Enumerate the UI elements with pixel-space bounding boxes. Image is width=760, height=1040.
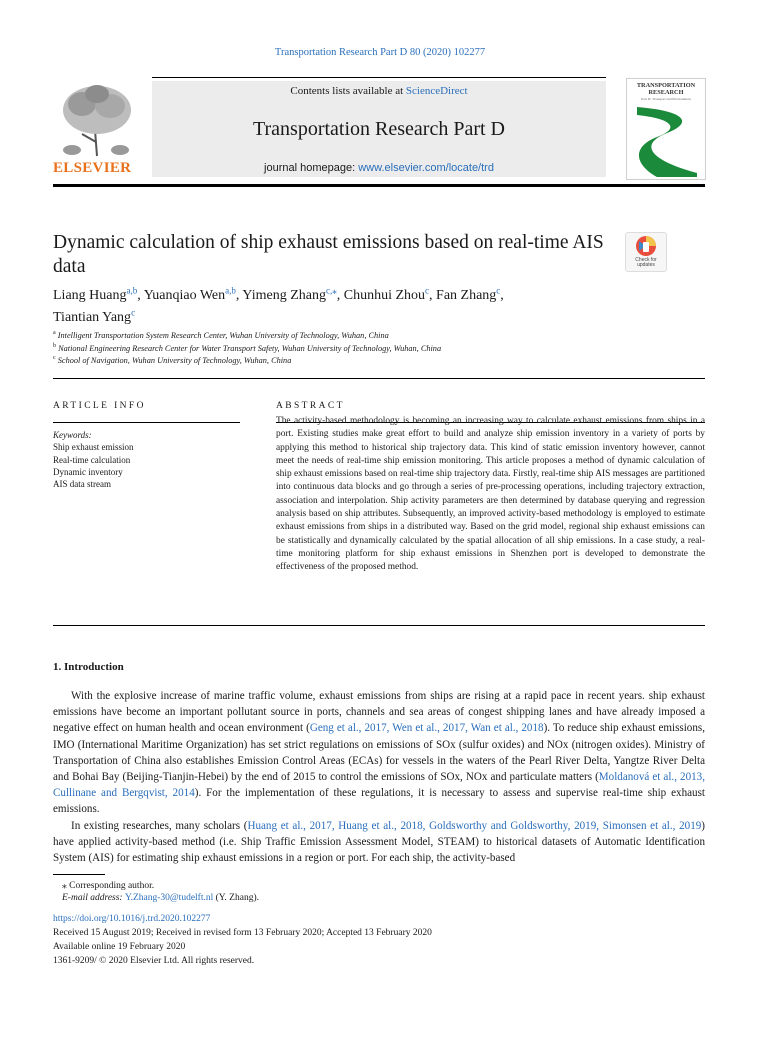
article-info-heading: ARTICLE INFO — [53, 401, 146, 411]
contents-line — [152, 85, 606, 97]
abstract-bottom-rule — [53, 625, 705, 626]
author-name[interactable]: Liang Huang — [53, 288, 127, 303]
sciencedirect-link[interactable]: ScienceDirect — [405, 85, 468, 97]
elsevier-wordmark: ELSEVIER — [53, 160, 132, 176]
author-separator: , — [235, 288, 243, 303]
available-online-date: Available online 19 February 2020 — [53, 942, 186, 952]
author-affiliation-mark[interactable]: c — [496, 285, 501, 296]
citation-link[interactable]: Huang et al., 2017, Huang et al., 2018, Goldsworthy and Goldsworthy, 2019, Simonsen et al., 2019 — [247, 819, 702, 832]
email-note: E-mail address: Y.Zhang-30@tudelft.nl (Y. Zhang). — [62, 893, 259, 903]
author-name[interactable]: Fan Zhang — [436, 288, 497, 303]
contents-prefix: Contents lists available at — [290, 85, 406, 97]
author-affiliation-mark[interactable]: c — [425, 285, 430, 296]
author-separator: , — [336, 288, 344, 303]
header-top-rule — [152, 77, 606, 78]
cover-title: TRANSPORTATION RESEARCH — [636, 82, 696, 96]
keyword-item: AIS data stream — [53, 479, 111, 490]
header-bottom-rule — [53, 184, 705, 187]
journal-title: Transportation Research Part D — [253, 118, 505, 140]
author-list — [53, 285, 673, 329]
intro-paragraph-2: In existing researches, many scholars (Huang et al., 2017, Huang et al., 2018, Goldsworthy and Goldsworthy, 2019, Simonsen et al., 2019) have applied activity-based method (i.e. Ship Traffic Emission Assessment Model, STEAM) to historical datasets of Automatic Identification System (AIS) for estimating ship exhaust emissions in a region or port. For each ship, the activity-based — [53, 819, 705, 865]
keyword-item: Dynamic inventory — [53, 466, 123, 477]
abstract-heading: ABSTRACT — [276, 401, 345, 411]
author-affiliation-mark[interactable]: c — [131, 307, 136, 318]
author-name[interactable]: Chunhui Zhou — [343, 288, 426, 303]
copyright-line: 1361-9209/ © 2020 Elsevier Ltd. All rights reserved. — [53, 956, 255, 966]
journal-citation-link[interactable]: Transportation Research Part D 80 (2020) 102277 — [274, 47, 486, 58]
affiliation-c: $^c$ School of Navigation, Wuhan University of Technology, Wuhan, China — [53, 355, 292, 365]
footnote-rule — [53, 874, 105, 875]
corresponding-author-note: ⁎ Corresponding author. — [62, 881, 155, 891]
article-info-rule — [53, 422, 240, 423]
author-affiliation-mark[interactable]: a,b — [225, 285, 236, 296]
citation-link[interactable]: Geng et al., 2017, Wen et al., 2017, Wan et al., 2018 — [309, 722, 544, 735]
author-separator: , — [500, 288, 504, 303]
author-name[interactable]: Yimeng Zhang — [242, 288, 326, 303]
journal-cover-thumbnail[interactable] — [626, 78, 706, 180]
keyword-item: Real-time calculation — [53, 454, 131, 465]
author-affiliation-mark[interactable]: c,⁎ — [326, 285, 337, 296]
check-updates-label: Check for updates — [635, 257, 657, 269]
journal-homepage — [152, 162, 606, 174]
introduction-body — [53, 688, 705, 866]
affiliations-rule — [53, 378, 705, 379]
check-for-updates-button[interactable] — [625, 232, 667, 272]
homepage-link[interactable]: www.elsevier.com/locate/trd — [358, 162, 494, 174]
doi-link[interactable]: https://doi.org/10.1016/j.trd.2020.102277 — [53, 914, 211, 924]
keywords-label: Keywords: — [53, 430, 92, 440]
abstract-text: The activity-based methodology is becoming an increasing way to calculate exhaust emissions from ships in a port. Existing studies make great effort to build and analyze ship emission inventory in a variety of ports by applying this method to historical ship trajectory data. This kind of static emission inventory however, cannot meet the needs of real-time ship emission monitoring. This article proposes a method of dynamic calculation of ship exhaust emissions based on real-time ship trajectory data. Firstly, real-time ship AIS messages are partitioned into continuous data blocks and go through a series of pre-processing operations, including trajectory extraction, association and interpolation. Ship activity parameters are then determined by database querying and regression analysis based on ship attributes. Subsequently, an improved activity-based methodology is employed to estimate exhaust emissions from ships in a distributed way. Based on the grid model, regional ship exhaust emissions can be statistically and dynamically calculated by the spatial allocation of all ship emissions. In a case study, a real-time monitoring platform for ship exhaust emissions in Shenzhen port is developed to demonstrate the effectiveness of the proposed method. — [276, 416, 705, 573]
author-separator: , — [137, 288, 144, 303]
affiliation-b: $^b$ National Engineering Research Center for Water Transport Safety, Wuhan University of Technology, Wuhan, China — [53, 343, 442, 353]
crossmark-icon — [626, 233, 666, 259]
cover-road-graphic — [627, 103, 705, 179]
author-separator: , — [429, 288, 437, 303]
intro-paragraph-1: With the explosive increase of marine traffic volume, exhaust emissions from ships are rising at a rapid pace in recent years. ship exhaust emissions have become an important pollutant source in ports, channels and sea areas of congest shipping lanes and have already imposed a negative effect on human health and ocean environment (Geng et al., 2017, Wen et al., 2017, Wan et al., 2018). To reduce ship exhaust emissions, IMO (International Maritime Organization) has set strict regulations on emissions of SOx (sulfur oxides) and NOx (nitrogen oxides). Ministry of Transportation of China also establishes Emission Control Areas (ECAs) for vessels in the waters of the Pearl River Delta, Yangtze River Delta and Bohai Bay (Beijing-Tianjin-Hebei) by the end of 2015 to control the emissions of SOx, NOx and particulate matters (Moldanová et al., 2013, Cullinane and Bergqvist, 2014). For the implementation of these regulations, it is necessary to assess and supervise real-time ship exhaust emissions. — [53, 690, 705, 816]
received-dates: Received 15 August 2019; Received in revised form 13 February 2020; Accepted 13 February 2020 — [53, 928, 432, 938]
paper-title: Dynamic calculation of ship exhaust emissions based on real-time AIS data — [53, 232, 604, 277]
author-name[interactable]: Tiantian Yang — [53, 310, 132, 325]
author-name[interactable]: Yuanqiao Wen — [143, 288, 226, 303]
keywords-block — [53, 429, 243, 490]
email-link[interactable]: Y.Zhang-30@tudelft.nl — [124, 893, 214, 903]
homepage-prefix: journal homepage: — [264, 162, 359, 174]
cover-subtitle: Part D: Transport and Environment — [641, 97, 691, 101]
affiliation-a: $^a$ Intelligent Transportation System Research Center, Wuhan University of Technology, Wuhan, China — [53, 330, 389, 340]
keyword-item: Ship exhaust emission — [53, 442, 134, 453]
citation-link[interactable]: Moldanová et al., 2013, Cullinane and Bergqvist, 2014 — [53, 771, 705, 800]
introduction-heading: 1. Introduction — [53, 661, 124, 673]
author-affiliation-mark[interactable]: a,b — [126, 285, 138, 296]
